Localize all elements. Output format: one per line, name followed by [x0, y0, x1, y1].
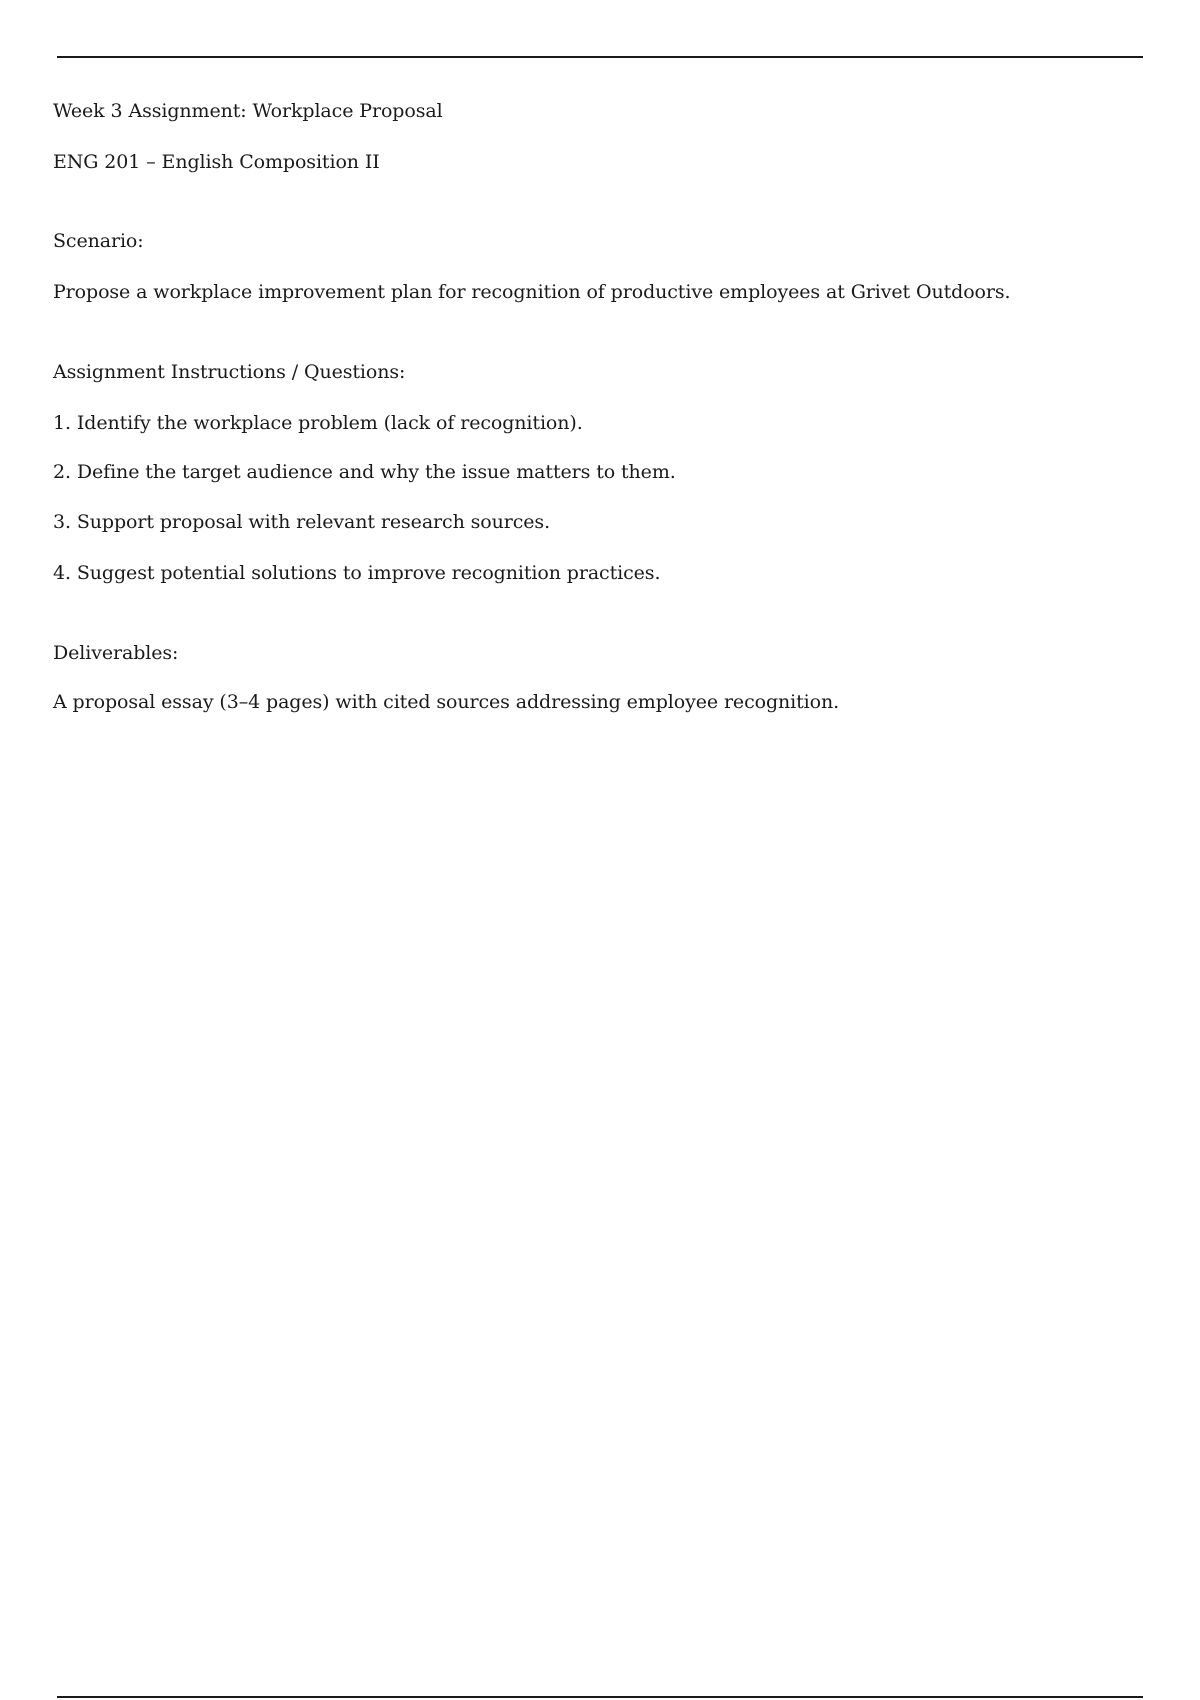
assignment-title: Week 3 Assignment: Workplace Proposal: [53, 100, 443, 122]
instruction-item: 4. Suggest potential solutions to improve recognition practices.: [53, 562, 661, 584]
deliverables-heading: Deliverables:: [53, 642, 179, 664]
instruction-item: 2. Define the target audience and why the issue matters to them.: [53, 461, 676, 483]
header-rule: [57, 56, 1143, 58]
instruction-item: 3. Support proposal with relevant research sources.: [53, 511, 551, 533]
instructions-heading: Assignment Instructions / Questions:: [53, 361, 406, 383]
instruction-item: 1. Identify the workplace problem (lack of recognition).: [53, 412, 583, 434]
footer-rule: [57, 1696, 1143, 1698]
scenario-heading: Scenario:: [53, 230, 144, 252]
course-name: ENG 201 – English Composition II: [53, 151, 380, 173]
deliverables-text: A proposal essay (3–4 pages) with cited sources addressing employee recognition.: [53, 691, 840, 713]
scenario-text: Propose a workplace improvement plan for recognition of productive employees at Grivet Outdoors.: [53, 281, 1011, 303]
